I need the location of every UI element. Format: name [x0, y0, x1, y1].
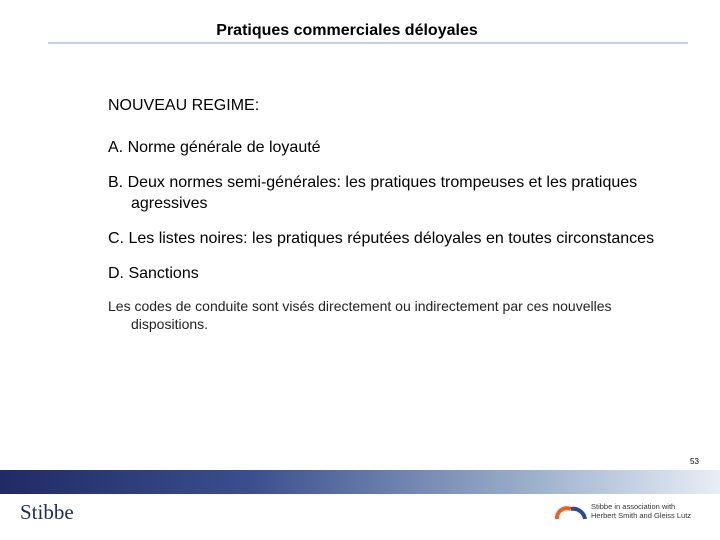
association-logo: [555, 502, 715, 524]
footer-band: [0, 470, 720, 494]
note-text: Les codes de conduite sont visés directement ou indirectement par ces nouvelles dispositions.: [108, 298, 612, 332]
stibbe-logo: Stibbe: [20, 500, 74, 524]
title-divider: [48, 42, 688, 44]
list-item-a: A. Norme générale de loyauté: [108, 139, 321, 156]
association-text: [591, 502, 691, 520]
list-item-b: B. Deux normes semi-générales: les pratiques trompeuses et les pratiques agressives: [108, 174, 638, 212]
section-heading: NOUVEAU REGIME:: [108, 97, 260, 114]
association-line-2: Herbert Smith and Gleiss Lutz: [591, 511, 692, 520]
association-line-1: Stibbe in association with: [591, 502, 676, 511]
list-item-c: C. Les listes noires: les pratiques réputées déloyales en toutes circonstances: [108, 230, 655, 247]
slide-content: [108, 97, 668, 333]
page-number: 53: [690, 457, 699, 466]
slide-title: Pratiques commerciales déloyales: [216, 22, 478, 39]
arc-logo-icon: [555, 504, 587, 520]
list-item-d: D. Sanctions: [108, 265, 199, 282]
